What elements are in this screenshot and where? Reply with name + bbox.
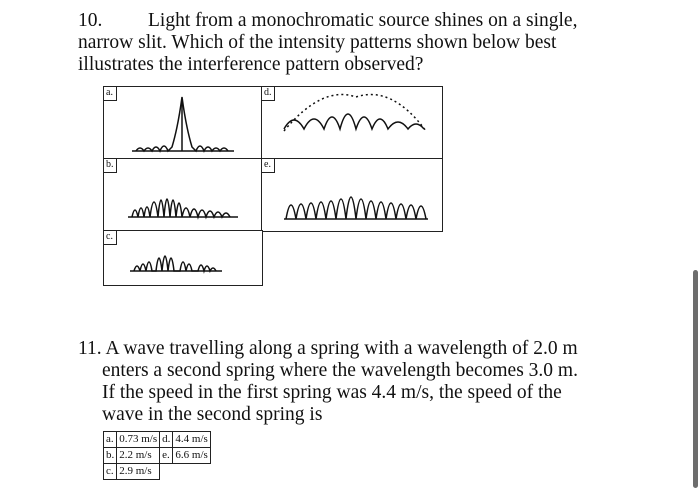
answer-row (104, 448, 211, 464)
question-11-line-4: wave in the second spring is (102, 404, 323, 425)
question-10-number: 10. (78, 10, 103, 31)
answer-d-label[interactable]: d. (160, 432, 173, 448)
option-d-pattern (262, 87, 444, 161)
option-c-label: c. (106, 231, 113, 242)
answer-e-label[interactable]: e. (160, 448, 173, 464)
option-c-cell[interactable] (103, 230, 263, 286)
answer-c-label[interactable]: c. (104, 464, 117, 480)
question-10-line-3: illustrates the interference pattern observed? (78, 54, 424, 75)
question-11 (78, 338, 618, 426)
option-e-cell[interactable] (261, 158, 443, 232)
option-a-pattern (104, 87, 264, 161)
option-b-cell[interactable] (103, 158, 263, 232)
question-11-line-1: 11. A wave travelling along a spring with a wavelength of 2.0 m (78, 338, 578, 359)
option-a-label: a. (106, 87, 113, 98)
option-b-label: b. (106, 159, 114, 170)
answer-e-value[interactable]: 6.6 m/s (173, 448, 210, 464)
option-a-cell[interactable] (103, 86, 263, 160)
option-e-label: e. (264, 159, 271, 170)
option-c-pattern (104, 231, 264, 287)
intensity-pattern-grid (103, 86, 443, 286)
answer-b-value[interactable]: 2.2 m/s (117, 448, 160, 464)
question-11-line-2: enters a second spring where the wavelength becomes 3.0 m. (102, 360, 578, 381)
option-d-label: d. (264, 87, 272, 98)
answer-a-label[interactable]: a. (104, 432, 117, 448)
answer-row (104, 464, 211, 480)
answer-c-value[interactable]: 2.9 m/s (117, 464, 160, 480)
answer-row (104, 432, 211, 448)
vertical-scrollbar[interactable] (693, 270, 698, 488)
question-11-line-3: If the speed in the first spring was 4.4 m/s, the speed of the (102, 382, 562, 403)
question-11-answer-table (103, 431, 211, 480)
question-10-line-1: 10. Light from a monochromatic source shines on a single, (78, 10, 578, 31)
question-10-line-2: narrow slit. Which of the intensity patterns shown below best (78, 32, 557, 53)
answer-a-value[interactable]: 0.73 m/s (117, 432, 160, 448)
option-d-cell[interactable] (261, 86, 443, 160)
answer-b-label[interactable]: b. (104, 448, 117, 464)
option-e-pattern (262, 159, 444, 233)
question-10 (78, 10, 638, 76)
answer-d-value[interactable]: 4.4 m/s (173, 432, 210, 448)
option-b-pattern (104, 159, 264, 233)
